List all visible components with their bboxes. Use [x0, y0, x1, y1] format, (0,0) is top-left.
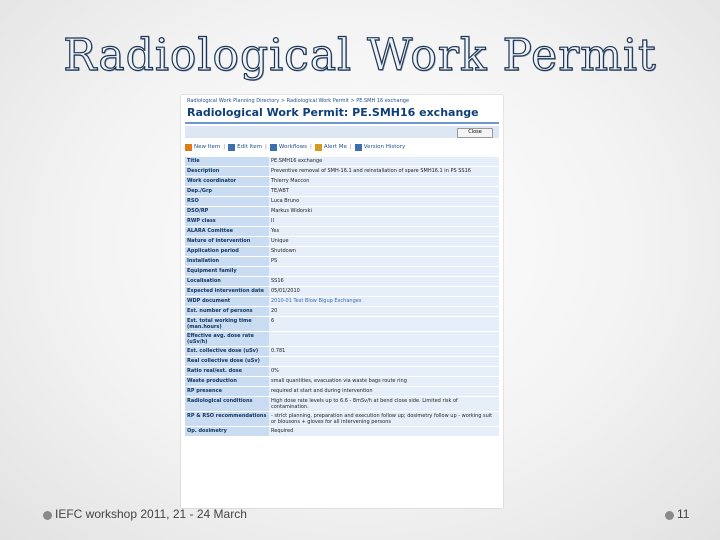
toolbar-new-item-button[interactable] [185, 144, 220, 151]
footer-text: IEFC workshop 2011, 21 - 24 March [55, 507, 247, 521]
rwp-screenshot [181, 95, 503, 508]
field-label: Dep./Grp [185, 187, 269, 197]
field-row [185, 207, 499, 217]
field-value: Required [269, 427, 499, 437]
field-value: required at start and during intervention [269, 387, 499, 397]
field-row [185, 237, 499, 247]
field-value: PS [269, 257, 499, 267]
field-label: Description [185, 167, 269, 177]
toolbar-label: Edit Item [237, 144, 263, 150]
field-label: WDP document [185, 297, 269, 307]
field-row [185, 357, 499, 367]
field-row [185, 157, 499, 167]
field-row [185, 267, 499, 277]
field-label: Work coordinator [185, 177, 269, 187]
field-value: 0.781 [269, 347, 499, 357]
field-row [185, 317, 499, 332]
field-value: Shutdown [269, 247, 499, 257]
new-item-icon [185, 144, 192, 151]
field-row [185, 307, 499, 317]
field-label: Localisation [185, 277, 269, 287]
toolbar-workflows-button[interactable] [270, 144, 307, 151]
field-label: RP & RSO recommendations [185, 412, 269, 427]
field-row [185, 287, 499, 297]
field-row [185, 217, 499, 227]
toolbar-edit-item-button[interactable] [228, 144, 262, 151]
field-value[interactable]: 2010-01 Test Blow Bigup Exchanges [269, 297, 499, 307]
field-label: Op. dosimetry [185, 427, 269, 437]
toolbar-version-history-button[interactable] [355, 144, 406, 151]
slide-title: Radiological Work Permit [63, 30, 657, 81]
field-value: small quantities, evacuation via waste bags route ring [269, 377, 499, 387]
page-number: 11 [677, 507, 690, 521]
field-label: RWP class [185, 217, 269, 227]
breadcrumb[interactable]: Radiological Work Planning Directory > Radiological Work Permit > PE.SMH 16 exchange [187, 98, 410, 104]
field-label: Est. collective dose (uSv) [185, 347, 269, 357]
toolbar-label: Workflows [278, 144, 308, 150]
field-row [185, 387, 499, 397]
field-value: 6 [269, 317, 499, 332]
toolbar [185, 141, 499, 153]
field-label: Installation [185, 257, 269, 267]
field-value: - strict planning, preparation and execution follow up; dosimetry follow up - working suit or blousons + gloves for all intervening persons [269, 412, 499, 427]
field-label: Application period [185, 247, 269, 257]
permit-fields-table [185, 157, 499, 437]
field-label: Equipment family [185, 267, 269, 277]
field-row [185, 347, 499, 357]
field-label: Ratio real/est. dose [185, 367, 269, 377]
field-row [185, 377, 499, 387]
toolbar-label: Version History [363, 144, 406, 150]
field-value: 0% [269, 367, 499, 377]
field-value: Preventive removal of SMH-16.1 and reinstallation of spare SMH16.1 in PS SS16 [269, 167, 499, 177]
field-row [185, 277, 499, 287]
alert-icon [315, 144, 322, 151]
field-value [269, 357, 499, 367]
field-label: Real collective dose (uSv) [185, 357, 269, 367]
field-label: Est. total working time (man.hours) [185, 317, 269, 332]
field-value: Unique [269, 237, 499, 247]
field-row [185, 332, 499, 347]
field-value: 05/01/2010 [269, 287, 499, 297]
field-row [185, 257, 499, 267]
title-divider [185, 122, 499, 124]
field-label: RP presence [185, 387, 269, 397]
toolbar-label: Alert Me [323, 144, 347, 150]
field-row [185, 227, 499, 237]
field-row [185, 397, 499, 412]
field-value: Thierry Maccon [269, 177, 499, 187]
field-row [185, 427, 499, 437]
close-bar [185, 126, 499, 138]
field-value: II [269, 217, 499, 227]
field-value: Luca Bruno [269, 197, 499, 207]
close-button[interactable]: Close [457, 128, 493, 138]
field-label: RSO [185, 197, 269, 207]
field-value: PE.SMH16 exchange [269, 157, 499, 167]
field-label: Waste production [185, 377, 269, 387]
field-value: High dose rate levels up to 6.6 - 8mSv/h at bend close side. Limited risk of contamination. [269, 397, 499, 412]
field-row [185, 367, 499, 377]
field-row [185, 187, 499, 197]
history-icon [355, 144, 362, 151]
field-value: SS16 [269, 277, 499, 287]
page-bullet-icon [665, 511, 674, 520]
field-label: Nature of intervention [185, 237, 269, 247]
workflow-icon [270, 144, 277, 151]
field-label: Title [185, 157, 269, 167]
field-label: DSO/RP [185, 207, 269, 217]
field-value: Markus Widorski [269, 207, 499, 217]
page-title: Radiological Work Permit: PE.SMH16 exchange [187, 106, 479, 119]
field-label: Expected intervention date [185, 287, 269, 297]
field-value: TE/ABT [269, 187, 499, 197]
edit-icon [228, 144, 235, 151]
field-label: Effective avg. dose rate (uSv/h) [185, 332, 269, 347]
toolbar-alert-me-button[interactable] [315, 144, 347, 151]
field-row [185, 197, 499, 207]
field-label: ALARA Comittee [185, 227, 269, 237]
field-value: 20 [269, 307, 499, 317]
field-row [185, 167, 499, 177]
field-label: Est. number of persons [185, 307, 269, 317]
toolbar-label: New Item [194, 144, 221, 150]
toolbar-separator: | [310, 144, 312, 150]
field-value [269, 332, 499, 347]
footer-bullet-icon [43, 511, 52, 520]
field-row [185, 247, 499, 257]
toolbar-separator: | [349, 144, 352, 150]
field-label: Radiological conditions [185, 397, 269, 412]
toolbar-separator: | [223, 144, 226, 150]
field-row [185, 412, 499, 427]
field-row [185, 177, 499, 187]
field-row [185, 297, 499, 307]
field-value [269, 267, 499, 277]
field-value: Yes [269, 227, 499, 237]
toolbar-separator: | [265, 144, 267, 150]
